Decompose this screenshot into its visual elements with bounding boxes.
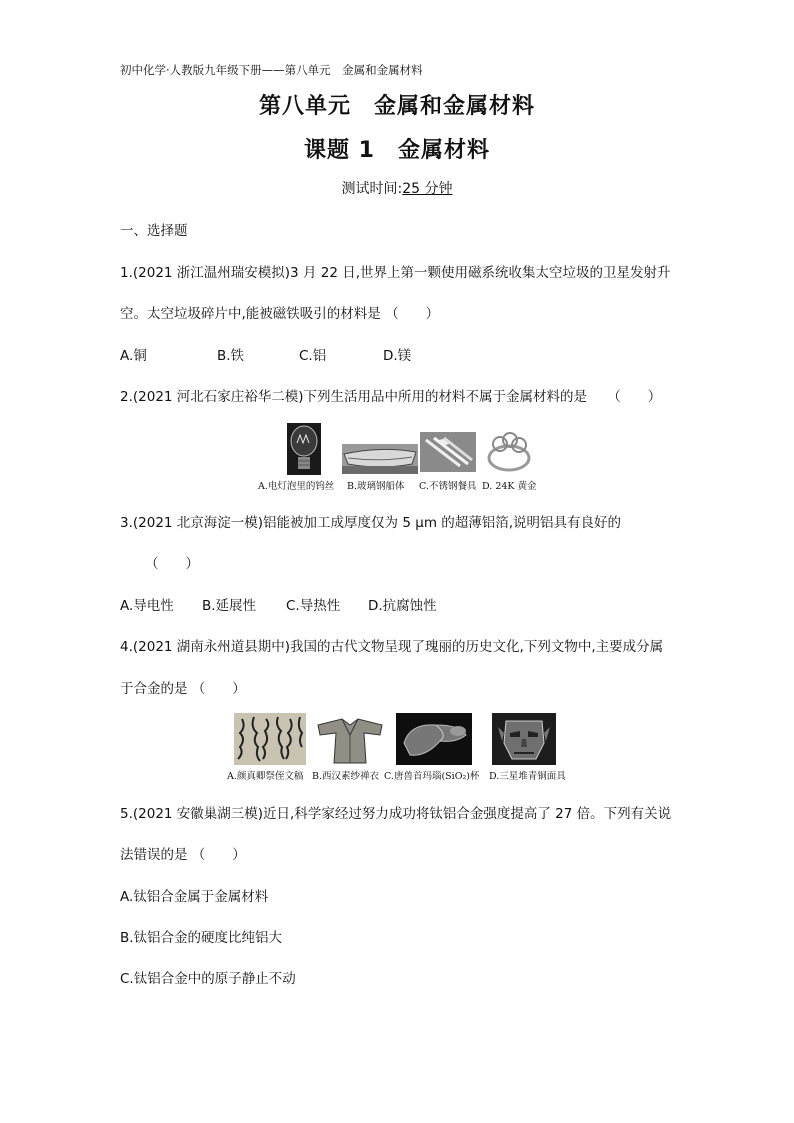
question-4-line-2: 于合金的是 （ ） xyxy=(120,681,246,697)
bronze-mask-picture xyxy=(492,713,556,765)
question-2-figure xyxy=(256,420,546,492)
test-time-label: 测试时间: xyxy=(341,181,403,197)
question-3-option-d: D.抗腐蚀性 xyxy=(368,598,437,614)
question-4-figure xyxy=(226,710,576,782)
question-4-caption-b: B.西汉素纱禅衣 xyxy=(312,771,380,782)
question-5-line-2: 法错误的是 （ ） xyxy=(120,847,246,863)
lesson-title: 课题 1 金属材料 xyxy=(304,138,490,163)
question-2-caption-b: B.玻璃钢船体 xyxy=(347,481,405,492)
section-heading: 一、选择题 xyxy=(120,223,188,239)
gold-ring-picture xyxy=(482,426,536,476)
page-header: 初中化学·人教版九年级下册——第八单元 金属和金属材料 xyxy=(120,63,423,77)
question-4-caption-d: D.三星堆青铜面具 xyxy=(489,771,566,782)
question-3-option-a: A.导电性 xyxy=(120,598,174,614)
calligraphy-picture xyxy=(234,713,306,765)
question-5-line-1: 5.(2021 安徽巢湖三模)近日,科学家经过努力成功将钛铝合金强度提高了 27 倍。下列有关说 xyxy=(120,806,672,822)
light-bulb-picture xyxy=(287,423,321,475)
question-2-caption-c: C.不锈钢餐具 xyxy=(419,481,477,492)
question-3-line-1: 3.(2021 北京海淀一模)铝能被加工成厚度仅为 5 μm 的超薄铝箔,说明铝具有良好的 xyxy=(120,515,622,531)
question-2-caption-a: A.电灯泡里的钨丝 xyxy=(258,481,335,492)
question-4-line-1: 4.(2021 湖南永州道县期中)我国的古代文物呈现了瑰丽的历史文化,下列文物中,主要成分属 xyxy=(120,639,664,655)
question-1-option-c: C.铝 xyxy=(299,348,327,364)
question-1-line-2: 空。太空垃圾碎片中,能被磁铁吸引的材料是 （ ） xyxy=(120,306,440,322)
question-3-option-b: B.延展性 xyxy=(202,598,257,614)
question-2-caption-d: D. 24K 黄金 xyxy=(482,481,537,492)
agate-cup-picture xyxy=(396,713,472,765)
question-4-caption-c: C.唐兽首玛瑙(SiO₂)杯 xyxy=(384,771,480,782)
question-1-line-1: 1.(2021 浙江温州瑞安模拟)3 月 22 日,世界上第一颗使用磁系统收集太空垃圾的卫星发射升 xyxy=(120,265,671,281)
question-5-option-b: B.钛铝合金的硬度比纯铝大 xyxy=(120,930,283,946)
test-time-value: 25 分钟 xyxy=(402,181,453,197)
question-4-caption-a: A.颜真卿祭侄文稿 xyxy=(227,771,304,782)
question-1-option-b: B.铁 xyxy=(217,348,245,364)
question-5-option-c: C.钛铝合金中的原子静止不动 xyxy=(120,971,296,987)
question-2-line-1: 2.(2021 河北石家庄裕华二模)下列生活用品中所用的材料不属于金属材料的是 （ ） xyxy=(120,389,662,405)
question-3-option-c: C.导热性 xyxy=(286,598,341,614)
test-time xyxy=(0,178,794,198)
silk-robe-picture xyxy=(314,713,386,765)
unit-title: 第八单元 金属和金属材料 xyxy=(258,94,535,119)
question-3-line-2: （ ） xyxy=(145,556,199,572)
question-1-option-a: A.铜 xyxy=(120,348,147,364)
question-1-option-d: D.镁 xyxy=(383,348,412,364)
cutlery-picture xyxy=(420,432,476,472)
boat-hull-picture xyxy=(342,444,418,474)
question-5-option-a: A.钛铝合金属于金属材料 xyxy=(120,889,269,905)
